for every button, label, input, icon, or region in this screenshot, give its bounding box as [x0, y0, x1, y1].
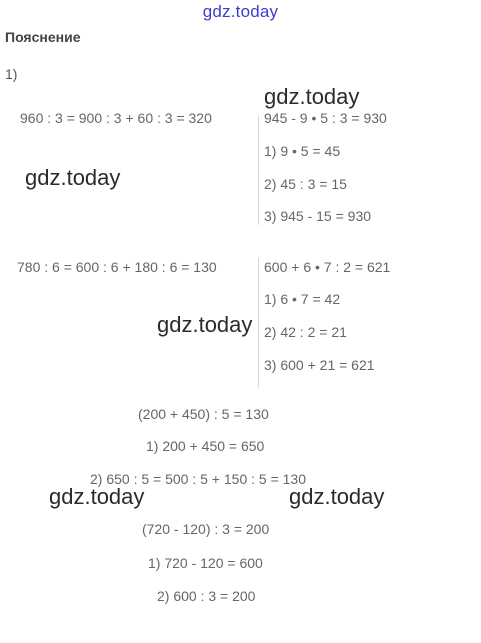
equation-main: 945 - 9 • 5 : 3 = 930 [264, 110, 387, 126]
equation-step: 3) 600 + 21 = 621 [264, 357, 375, 373]
equation-step: 1) 720 - 120 = 600 [148, 555, 263, 571]
equation-step: 3) 945 - 15 = 930 [264, 208, 372, 224]
equation-step: 1) 6 • 7 = 42 [264, 291, 341, 307]
exercise-number: 1) [5, 66, 18, 82]
equation-main: 600 + 6 • 7 : 2 = 621 [264, 259, 391, 275]
equation-step: 2) 600 : 3 = 200 [157, 588, 256, 604]
equation-left: 780 : 6 = 600 : 6 + 180 : 6 = 130 [17, 259, 217, 275]
equation-step: 1) 200 + 450 = 650 [146, 438, 265, 454]
equation-step: 2) 650 : 5 = 500 : 5 + 150 : 5 = 130 [90, 471, 307, 487]
equation-step: 1) 9 • 5 = 45 [264, 143, 341, 159]
equation-step: 2) 42 : 2 = 21 [264, 324, 347, 340]
equation-left: 960 : 3 = 900 : 3 + 60 : 3 = 320 [20, 110, 212, 126]
equation-main: (720 - 120) : 3 = 200 [142, 521, 270, 537]
watermark: gdz.today [264, 84, 360, 109]
divider-line [258, 258, 259, 388]
site-logo-text[interactable]: gdz.today [202, 2, 279, 21]
divider-line [258, 115, 259, 225]
section-heading: Пояснение [5, 29, 81, 45]
watermark: gdz.today [25, 165, 121, 190]
equation-main: (200 + 450) : 5 = 130 [138, 406, 269, 422]
equation-step: 2) 45 : 3 = 15 [264, 176, 347, 192]
watermark: gdz.today [157, 312, 253, 337]
watermark: gdz.today [289, 484, 385, 509]
watermark: gdz.today [49, 484, 145, 509]
